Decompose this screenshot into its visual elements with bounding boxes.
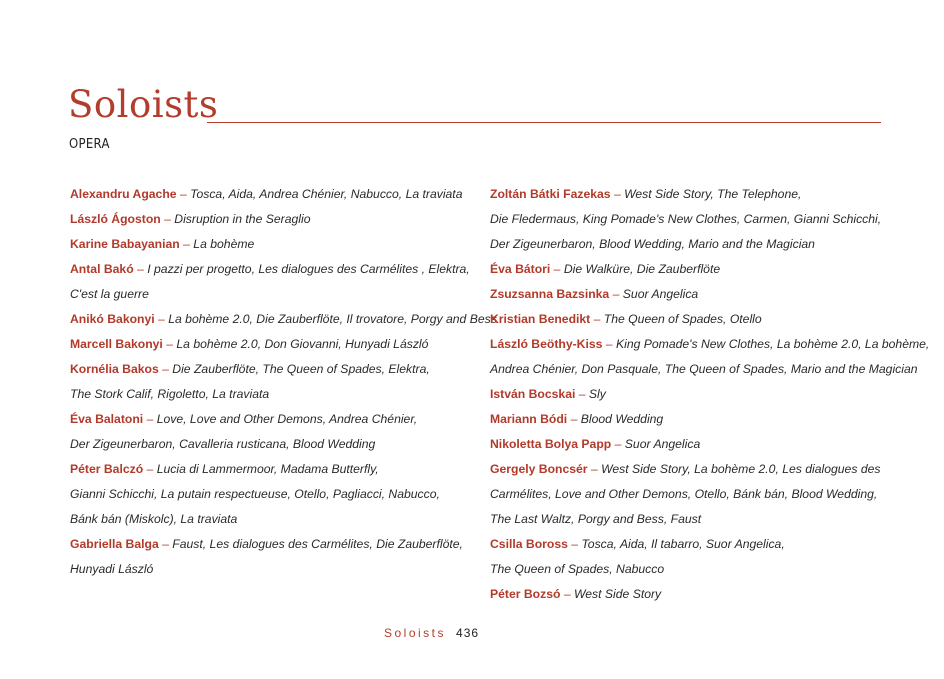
soloist-name: Csilla Boross xyxy=(490,537,568,551)
soloist-name: Karine Babayanian xyxy=(70,237,180,251)
soloist-works: The Queen of Spades, Nabucco xyxy=(490,562,665,576)
entry-line xyxy=(490,482,890,507)
entry-line xyxy=(490,382,890,407)
soloist-name: Kristian Benedikt xyxy=(490,312,591,326)
soloist-entry xyxy=(490,282,890,307)
name-separator: – xyxy=(602,337,616,351)
soloist-works: La bohème 2.0, Die Zauberflöte, Il trovatore, Porgy and Bess xyxy=(168,312,497,326)
soloist-works: West Side Story, The Telephone, xyxy=(624,187,802,201)
soloist-name: Antal Bakó xyxy=(70,262,134,276)
name-separator: – xyxy=(160,212,175,226)
soloist-works: Die Fledermaus, King Pomade's New Clothes, Carmen, Gianni Schicchi, xyxy=(490,212,882,226)
entry-line xyxy=(70,207,470,232)
soloist-entry xyxy=(70,182,470,207)
soloist-works: Carmélites, Love and Other Demons, Otello, Bánk bán, Blood Wedding, xyxy=(490,487,878,501)
soloist-works: Bánk bán (Miskolc), La traviata xyxy=(70,512,238,526)
soloist-entry xyxy=(70,207,470,232)
soloist-works: Tosca, Aida, Il tabarro, Suor Angelica, xyxy=(581,537,785,551)
soloist-entry xyxy=(490,332,930,382)
soloist-works: Der Zigeunerbaron, Blood Wedding, Mario and the Magician xyxy=(490,237,815,251)
soloist-entry xyxy=(70,332,470,357)
soloist-works: C'est la guerre xyxy=(70,287,149,301)
soloist-works: Disruption in the Seraglio xyxy=(174,212,311,226)
soloist-name: Péter Balczó xyxy=(70,462,144,476)
soloist-works: The Queen of Spades, Otello xyxy=(603,312,762,326)
name-separator: – xyxy=(567,537,582,551)
page-title: Soloists xyxy=(68,83,219,126)
name-separator: – xyxy=(179,237,194,251)
name-separator: – xyxy=(143,462,157,476)
entry-line xyxy=(490,182,890,207)
entry-line xyxy=(70,232,470,257)
entry-line xyxy=(70,407,470,432)
name-separator: – xyxy=(550,262,564,276)
entry-line xyxy=(490,257,890,282)
soloist-entry xyxy=(490,457,890,532)
soloist-name: Zoltán Bátki Fazekas xyxy=(490,187,611,201)
soloist-name: István Bocskai xyxy=(490,387,576,401)
soloist-name: Alexandru Agache xyxy=(70,187,177,201)
entry-line xyxy=(70,282,470,307)
entry-line xyxy=(490,357,918,382)
soloist-works: Suor Angelica xyxy=(624,437,701,451)
entry-line xyxy=(490,232,890,257)
soloist-works: Lucia di Lammermoor, Madama Butterfly, xyxy=(156,462,379,476)
soloist-works: Faust, Les dialogues des Carmélites, Die Zauberflöte, xyxy=(172,537,463,551)
soloist-works: Sly xyxy=(588,387,606,401)
name-separator: – xyxy=(567,412,581,426)
soloist-works: King Pomade's New Clothes, La bohème 2.0, La bohème, xyxy=(615,337,930,351)
name-separator: – xyxy=(560,587,574,601)
name-separator: – xyxy=(176,187,191,201)
soloist-entry xyxy=(70,307,497,332)
soloist-entry xyxy=(70,407,470,457)
name-separator: – xyxy=(158,537,173,551)
name-separator: – xyxy=(611,437,625,451)
soloist-works: La bohème 2.0, Don Giovanni, Hunyadi László xyxy=(176,337,429,351)
entry-line xyxy=(70,332,470,357)
soloist-entry xyxy=(70,357,470,407)
entry-line xyxy=(490,582,890,607)
page-number: 436 xyxy=(456,626,480,640)
entry-line xyxy=(70,557,470,582)
soloist-name: Éva Bátori xyxy=(490,262,551,276)
title-rule xyxy=(207,122,881,123)
entry-line xyxy=(70,382,470,407)
entry-line xyxy=(490,507,890,532)
soloist-entry xyxy=(490,582,890,607)
soloist-entry xyxy=(490,432,890,457)
page-footer xyxy=(384,626,479,640)
soloist-entry xyxy=(70,532,470,582)
entry-line xyxy=(490,407,890,432)
soloist-works: Der Zigeunerbaron, Cavalleria rusticana, Blood Wedding xyxy=(70,437,376,451)
soloist-name: László Ágoston xyxy=(70,212,161,226)
entry-line xyxy=(70,307,497,332)
entry-line xyxy=(490,432,890,457)
entry-line xyxy=(490,282,890,307)
soloist-entry xyxy=(70,257,470,307)
name-separator: – xyxy=(587,462,602,476)
soloist-name: Éva Balatoni xyxy=(70,412,144,426)
name-separator: – xyxy=(133,262,148,276)
soloist-works: Die Zauberflöte, The Queen of Spades, Elektra, xyxy=(172,362,430,376)
soloist-name: Péter Bozsó xyxy=(490,587,561,601)
soloist-name: Zsuzsanna Bazsinka xyxy=(490,287,610,301)
name-separator: – xyxy=(143,412,157,426)
soloist-name: Kornélia Bakos xyxy=(70,362,159,376)
entry-line xyxy=(70,432,470,457)
entry-line xyxy=(70,457,470,482)
soloist-entry xyxy=(490,307,890,332)
entry-line xyxy=(70,482,470,507)
soloist-name: Anikó Bakonyi xyxy=(70,312,155,326)
name-separator: – xyxy=(610,187,625,201)
soloist-name: Mariann Bódi xyxy=(490,412,568,426)
name-separator: – xyxy=(158,362,173,376)
section-subtitle: OPERA xyxy=(69,137,110,152)
entry-line xyxy=(490,532,890,557)
left-column xyxy=(70,182,497,582)
name-separator: – xyxy=(590,312,604,326)
soloist-entry xyxy=(70,457,470,532)
name-separator: – xyxy=(609,287,623,301)
entry-line xyxy=(490,332,930,357)
entry-line xyxy=(70,507,470,532)
soloist-works: Tosca, Aida, Andrea Chénier, Nabucco, La traviata xyxy=(190,187,463,201)
soloist-name: László Beöthy-Kiss xyxy=(490,337,603,351)
soloist-works: I pazzi per progetto, Les dialogues des Carmélites , Elektra, xyxy=(147,262,470,276)
soloist-works: Andrea Chénier, Don Pasquale, The Queen of Spades, Mario and the Magician xyxy=(490,362,918,376)
footer-section-title: Soloists xyxy=(384,626,447,640)
soloist-entry xyxy=(490,257,890,282)
soloist-entry xyxy=(70,232,470,257)
entry-line xyxy=(70,532,470,557)
soloist-entry xyxy=(490,532,890,582)
soloist-works: Gianni Schicchi, La putain respectueuse, Otello, Pagliacci, Nabucco, xyxy=(70,487,440,501)
right-column xyxy=(490,182,930,607)
soloist-name: Gergely Boncsér xyxy=(490,462,588,476)
soloist-entry xyxy=(490,382,890,407)
soloist-works: Die Walküre, Die Zauberflöte xyxy=(563,262,721,276)
entry-line xyxy=(70,357,470,382)
soloist-entry xyxy=(490,182,890,257)
soloist-works: The Stork Calif, Rigoletto, La traviata xyxy=(70,387,270,401)
entry-line xyxy=(490,307,890,332)
soloist-works: Suor Angelica xyxy=(622,287,699,301)
soloist-works: Hunyadi László xyxy=(70,562,154,576)
entry-line xyxy=(70,182,470,207)
name-separator: – xyxy=(162,337,177,351)
entry-line xyxy=(70,257,470,282)
entry-line xyxy=(490,457,890,482)
soloist-works: West Side Story, La bohème 2.0, Les dialogues des xyxy=(601,462,881,476)
soloist-works: La bohème xyxy=(193,237,255,251)
soloist-name: Marcell Bakonyi xyxy=(70,337,163,351)
soloist-name: Gabriella Balga xyxy=(70,537,159,551)
soloist-name: Nikoletta Bolya Papp xyxy=(490,437,612,451)
name-separator: – xyxy=(575,387,589,401)
entry-line xyxy=(490,557,890,582)
soloist-works: West Side Story xyxy=(574,587,662,601)
soloist-works: Blood Wedding xyxy=(580,412,664,426)
entry-line xyxy=(490,207,890,232)
soloist-entry xyxy=(490,407,890,432)
soloist-works: Love, Love and Other Demons, Andrea Chénier, xyxy=(156,412,418,426)
soloist-works: The Last Waltz, Porgy and Bess, Faust xyxy=(490,512,702,526)
name-separator: – xyxy=(154,312,169,326)
